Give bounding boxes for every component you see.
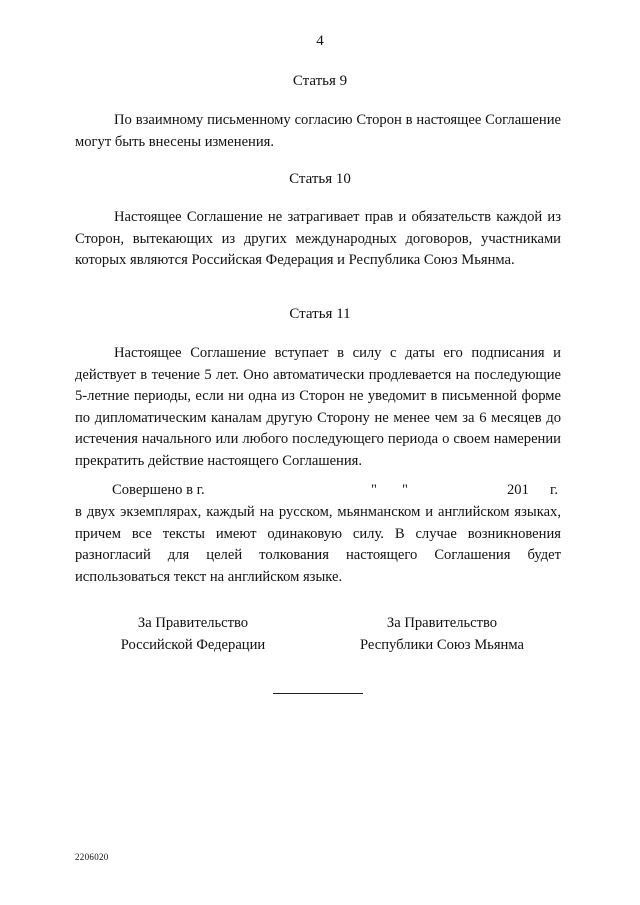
year-suffix: г. [550, 482, 558, 498]
article-11-body: Настоящее Соглашение вступает в силу с даты его подписания и действует в течение 5 лет. Оно автоматически продлевается на последующие 5-летние периоды, если ни одна из Сторон не уведомит в письменной форме по дипломатическим каналам другую Сторону не менее чем за 6 месяцев до истечения начального или любого последующего периода о своем намерении прекратить действие настоящего Соглашения. [75, 345, 561, 469]
signature-myanmar-line2: Республики Союз Мьянма [360, 636, 524, 653]
article-9-text [75, 110, 561, 153]
year-prefix: 201 [507, 482, 529, 498]
page-number: 4 [316, 33, 324, 49]
signature-myanmar-line1: За Правительство [386, 615, 498, 631]
article-10-text [75, 207, 561, 272]
document-code: 2206020 [75, 852, 109, 862]
date-quote-close: " [402, 482, 408, 498]
end-divider [273, 693, 363, 694]
closing-text: в двух экземплярах, каждый на русском, мьянманском и английском языках, причем все тексты имеют одинаковую силу. В случае возникновения разногласий для целей толкования настоящего Соглашения будет использоваться текст на английском языке. [75, 504, 561, 585]
article-11-text [75, 343, 561, 472]
article-11-title: Статья 11 [289, 306, 351, 322]
article-10-body: Настоящее Соглашение не затрагивает прав и обязательств каждой из Сторон, вытекающих из других международных договоров, участниками которых являются Российская Федерация и Республика Союз Мьянма. [75, 209, 561, 268]
signature-myanmar [317, 613, 567, 656]
signature-russia-line2: Российской Федерации [120, 636, 266, 653]
article-10-title: Статья 10 [289, 171, 351, 187]
article-9-title: Статья 9 [292, 73, 348, 89]
done-at-label: Совершено в г. [112, 482, 205, 498]
done-at-line [112, 482, 562, 503]
signature-russia [68, 613, 318, 656]
date-quote-open: " [371, 482, 377, 498]
article-9-body: По взаимному письменному согласию Сторон в настоящее Соглашение могут быть внесены изменения. [75, 112, 561, 150]
signature-russia-line1: За Правительство [137, 615, 249, 631]
